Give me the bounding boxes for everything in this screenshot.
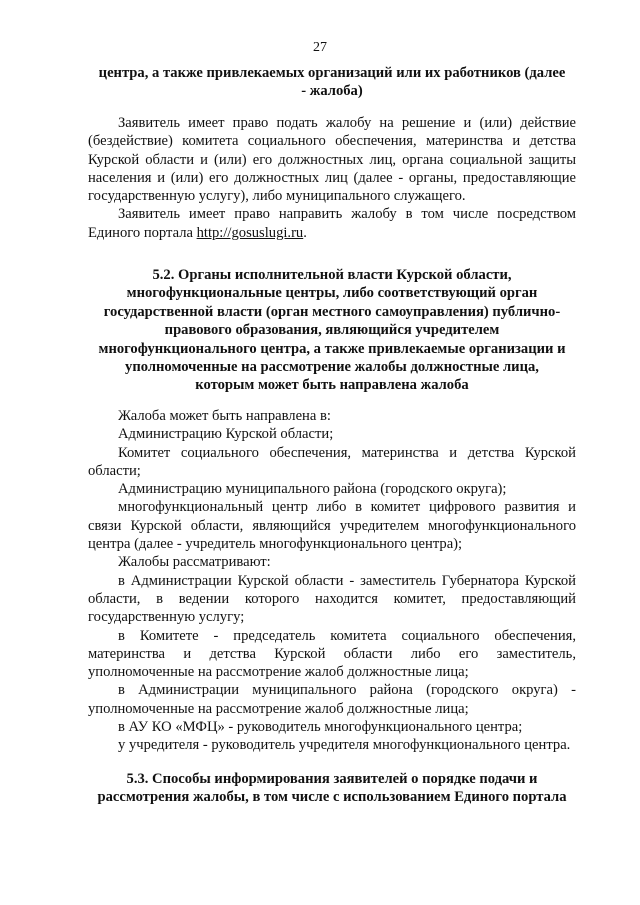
- list-item: в Комитете - председатель комитета социального обеспечения, материнства и детства Курской области либо его заместитель, уполномоченные на рассмотрение жалоб должностные лица;: [88, 627, 576, 681]
- list-item: многофункциональный центр либо в комитет цифрового развития и связи Курской области, являющийся учредителем многофункционального центра (далее - учредитель многофункционального центра);: [88, 499, 576, 553]
- list-item: Администрацию муниципального района (городского округа);: [118, 481, 507, 498]
- heading-line: государственной власти (орган местного самоуправления) публично-: [103, 303, 561, 320]
- heading-line: рассмотрения жалобы, в том числе с использованием Единого портала: [97, 789, 567, 806]
- section-heading-continuation: [88, 64, 576, 101]
- paragraph-right-to-complain: Заявитель имеет право подать жалобу на решение и (или) действие (бездействие) комитета социального обеспечения, материнства и детства Курской области и (или) его должностных лиц, органа социальной защиты населения и (или) его должностных лиц (далее - органы, предоставляющие государственную услугу), либо муниципального служащего.: [88, 115, 576, 205]
- gosuslugi-link[interactable]: http://gosuslugi.ru: [196, 224, 304, 241]
- list-item: Администрацию Курской области;: [118, 426, 334, 443]
- list-item: Жалобы рассматривают:: [118, 554, 271, 571]
- paragraph-portal: [88, 205, 576, 242]
- portal-text-end: .: [303, 224, 307, 241]
- list-item: Комитет социального обеспечения, материнства и детства Курской области;: [88, 444, 576, 479]
- heading-line: уполномоченные на рассмотрение жалобы должностные лица,: [125, 359, 539, 376]
- heading-line: которым может быть направлена жалоба: [195, 377, 469, 394]
- heading-line: правового образования, являющийся учредителем: [164, 322, 500, 339]
- list-item: у учредителя - руководитель учредителя многофункционального центра.: [118, 737, 571, 754]
- section-5-3-heading: [88, 770, 576, 807]
- heading-line: центра, а также привлекаемых организаций или их работников (далее: [98, 65, 566, 81]
- intro-section: [88, 114, 576, 242]
- list-item: в АУ КО «МФЦ» - руководитель многофункционального центра;: [118, 719, 523, 736]
- portal-text: Заявитель имеет право направить жалобу в том числе посредством Единого портала: [88, 206, 576, 241]
- section-5-2-heading: [88, 266, 576, 395]
- heading-line: 5.3. Способы информирования заявителей о порядке подачи и: [126, 771, 538, 787]
- list-item: в Администрации муниципального района (городского округа) - уполномоченные на рассмотрение жалоб должностные лица;: [88, 682, 576, 717]
- page-number: 27: [313, 40, 327, 55]
- heading-line: 5.2. Органы исполнительной власти Курской области,: [152, 267, 512, 283]
- list-item: в Администрации Курской области - заместитель Губернатора Курской области, в ведении которого находится комитет, предоставляющий государственную услугу;: [88, 572, 576, 626]
- heading-line: многофункциональные центры, либо соответствующий орган: [126, 285, 538, 302]
- heading-line: многофункционального центра, а также привлекаемые организации и: [98, 340, 566, 357]
- section-5-2-body: [88, 407, 576, 755]
- list-item: Жалоба может быть направлена в:: [118, 408, 331, 424]
- heading-line: - жалоба): [301, 83, 363, 100]
